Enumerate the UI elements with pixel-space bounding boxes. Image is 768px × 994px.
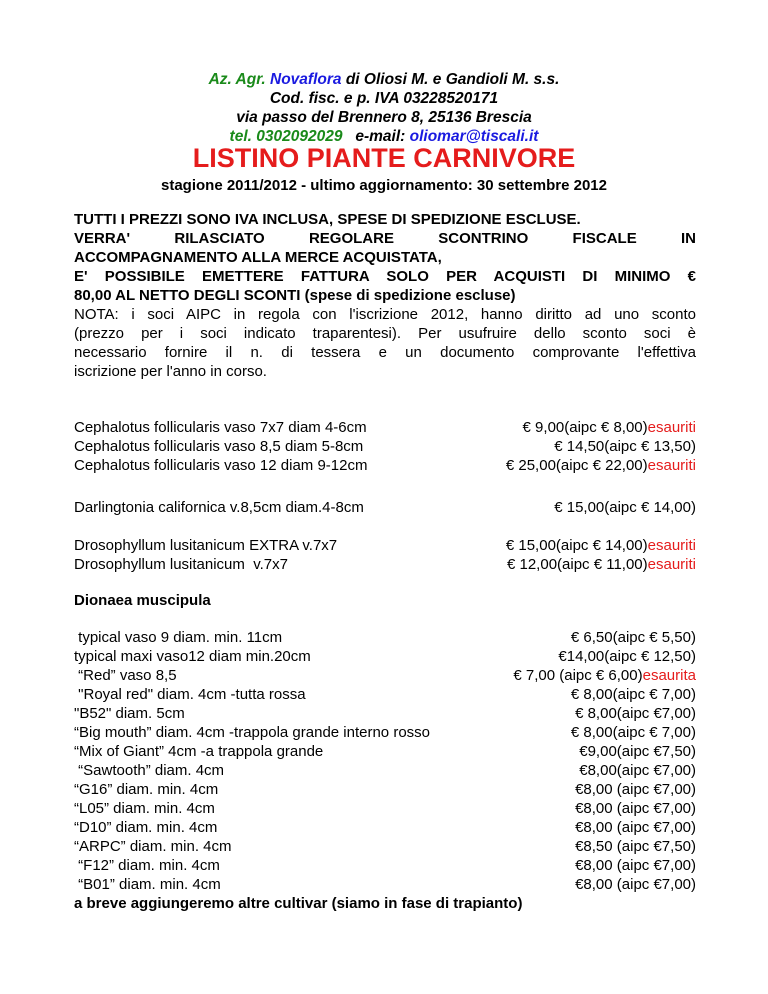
product-name: Cephalotus follicularis vaso 12 diam 9-12cm xyxy=(74,457,368,474)
brand-name: Novaflora xyxy=(270,71,342,88)
product-price-cell xyxy=(554,498,696,517)
sold-out-badge: esauriti xyxy=(647,556,696,573)
cephalotus-list xyxy=(74,418,696,475)
price-row xyxy=(74,837,696,856)
sold-out-badge: esaurita xyxy=(642,667,696,684)
price-row xyxy=(74,418,696,437)
price-row xyxy=(74,498,696,517)
price-row xyxy=(74,742,696,761)
product-name: “ARPC” diam. min. 4cm xyxy=(74,838,232,855)
product-name: “F12” diam. min. 4cm xyxy=(74,857,220,874)
product-price-cell xyxy=(507,555,696,574)
product-price: €8,00(aipc €7,00) xyxy=(579,762,696,779)
price-row xyxy=(74,704,696,723)
price-row xyxy=(74,856,696,875)
intro-line: 80,00 AL NETTO DEGLI SCONTI (spese di spedizione escluse) xyxy=(74,287,516,304)
product-price-cell xyxy=(506,536,696,555)
intro-line: E' POSSIBILE EMETTERE FATTURA SOLO PER ACQUISTI DI MINIMO € xyxy=(74,268,696,285)
price-row xyxy=(74,555,696,574)
contacts: tel. 0302092029 e-mail: oliomar@tiscali.it xyxy=(229,128,539,145)
product-price: €8,00 (aipc €7,00) xyxy=(575,876,696,893)
company-header xyxy=(0,70,768,146)
intro-line: TUTTI I PREZZI SONO IVA INCLUSA, SPESE DI SPEDIZIONE ESCLUSE. xyxy=(74,211,581,228)
intro-line: VERRA' RILASCIATO REGOLARE SCONTRINO FISCALE IN xyxy=(74,230,696,247)
product-price-cell xyxy=(575,799,696,818)
product-price: € 14,50(aipc € 13,50) xyxy=(554,438,696,455)
product-name: Drosophyllum lusitanicum EXTRA v.7x7 xyxy=(74,537,338,554)
product-name: Drosophyllum lusitanicum v.7x7 xyxy=(74,556,288,573)
price-row xyxy=(74,685,696,704)
sold-out-badge: esauriti xyxy=(647,457,696,474)
product-price-cell xyxy=(523,418,696,437)
product-price: € 8,00(aipc €7,00) xyxy=(575,705,696,722)
company-name: Az. Agr. Novaflora di Oliosi M. e Gandioli M. s.s. xyxy=(208,71,560,88)
price-row xyxy=(74,875,696,894)
product-price: € 15,00(aipc € 14,00) xyxy=(505,537,648,554)
product-price: €14,00(aipc € 12,50) xyxy=(558,648,696,665)
product-name: typical maxi vaso12 diam min.20cm xyxy=(74,648,311,665)
price-row xyxy=(74,761,696,780)
product-price-cell xyxy=(571,723,696,742)
tax-code: Cod. fisc. e p. IVA 03228520171 xyxy=(269,90,499,107)
price-row xyxy=(74,818,696,837)
product-name: Cephalotus follicularis vaso 7x7 diam 4-6cm xyxy=(74,419,367,436)
intro-section xyxy=(74,210,696,381)
product-name: Darlingtonia californica v.8,5cm diam.4-8cm xyxy=(74,499,364,516)
product-price: € 15,00(aipc € 14,00) xyxy=(554,499,696,516)
product-price: €8,00 (aipc €7,00) xyxy=(575,800,696,817)
dionaea-rows xyxy=(74,628,696,894)
product-name: Cephalotus follicularis vaso 8,5 diam 5-8cm xyxy=(74,438,364,455)
product-price-cell xyxy=(575,780,696,799)
product-name: typical vaso 9 diam. min. 11cm xyxy=(74,629,283,646)
product-price: € 7,00 (aipc € 6,00) xyxy=(513,667,643,684)
note-line: NOTA: i soci AIPC in regola con l'iscrizione 2012, hanno diritto ad uno sconto xyxy=(74,306,696,323)
price-row xyxy=(74,666,696,685)
product-price: € 25,00(aipc € 22,00) xyxy=(505,457,648,474)
note-line: necessario fornire il n. di tessera e un documento comprovante l'effettiva xyxy=(74,344,696,361)
darlingtonia-list xyxy=(74,498,696,517)
price-row xyxy=(74,536,696,555)
season-info: stagione 2011/2012 - ultimo aggiornamento: 30 settembre 2012 xyxy=(160,177,607,194)
price-row xyxy=(74,723,696,742)
page-title: LISTINO PIANTE CARNIVORE xyxy=(192,143,576,173)
product-name: “G16” diam. min. 4cm xyxy=(74,781,219,798)
product-price-cell xyxy=(575,818,696,837)
price-row xyxy=(74,647,696,666)
product-name: "B52" diam. 5cm xyxy=(74,705,185,722)
product-price-cell xyxy=(575,837,696,856)
product-price: €8,00 (aipc €7,00) xyxy=(575,819,696,836)
product-name: “Big mouth” diam. 4cm -trappola grande interno rosso xyxy=(74,724,431,741)
product-price-cell xyxy=(554,437,696,456)
price-row xyxy=(74,456,696,475)
drosophyllum-list xyxy=(74,536,696,574)
product-name: “D10” diam. min. 4cm xyxy=(74,819,218,836)
product-price: € 9,00(aipc € 8,00) xyxy=(522,419,648,436)
product-price-cell xyxy=(506,456,696,475)
price-row xyxy=(74,780,696,799)
product-price: € 12,00(aipc € 11,00) xyxy=(506,556,648,573)
price-row xyxy=(74,799,696,818)
product-price-cell xyxy=(571,685,696,704)
product-price-cell xyxy=(571,628,696,647)
note-line: iscrizione per l'anno in corso. xyxy=(74,363,267,380)
product-price: € 8,00(aipc € 7,00) xyxy=(570,724,696,741)
price-row xyxy=(74,437,696,456)
footer-note: a breve aggiungeremo altre cultivar (siamo in fase di trapianto) xyxy=(74,895,523,912)
dionaea-list xyxy=(74,628,696,913)
email-link[interactable]: oliomar@tiscali.it xyxy=(409,128,539,145)
note-line: (prezzo per i soci indicato traparentesi). Per usufruire dello sconto soci è xyxy=(74,325,696,342)
product-price: €8,50 (aipc €7,50) xyxy=(575,838,696,855)
product-price-cell xyxy=(579,761,696,780)
product-name: “Mix of Giant” 4cm -a trappola grande xyxy=(74,743,324,760)
product-price-cell xyxy=(579,742,696,761)
product-price-cell xyxy=(575,856,696,875)
product-price-cell xyxy=(575,704,696,723)
product-name: “Sawtooth” diam. 4cm xyxy=(74,762,225,779)
sold-out-badge: esauriti xyxy=(647,537,696,554)
telephone: tel. 0302092029 xyxy=(229,128,343,145)
product-price-cell xyxy=(575,875,696,894)
product-name: "Royal red" diam. 4cm -tutta rossa xyxy=(74,686,306,703)
price-row xyxy=(74,628,696,647)
product-price-cell xyxy=(558,647,696,666)
sold-out-badge: esauriti xyxy=(647,419,696,436)
product-price: € 6,50(aipc € 5,50) xyxy=(570,629,696,646)
product-price: €8,00 (aipc €7,00) xyxy=(575,781,696,798)
product-name: “B01” diam. min. 4cm xyxy=(74,876,221,893)
product-price: €8,00 (aipc €7,00) xyxy=(575,857,696,874)
intro-line: ACCOMPAGNAMENTO ALLA MERCE ACQUISTATA, xyxy=(74,249,442,266)
product-price-cell xyxy=(513,666,696,685)
dionaea-heading: Dionaea muscipula xyxy=(74,592,211,609)
product-price: €9,00(aipc €7,50) xyxy=(579,743,696,760)
address: via passo del Brennero 8, 25136 Brescia xyxy=(236,109,532,126)
product-name: “L05” diam. min. 4cm xyxy=(74,800,215,817)
product-price: € 8,00(aipc € 7,00) xyxy=(570,686,696,703)
product-name: “Red” vaso 8,5 xyxy=(74,667,177,684)
